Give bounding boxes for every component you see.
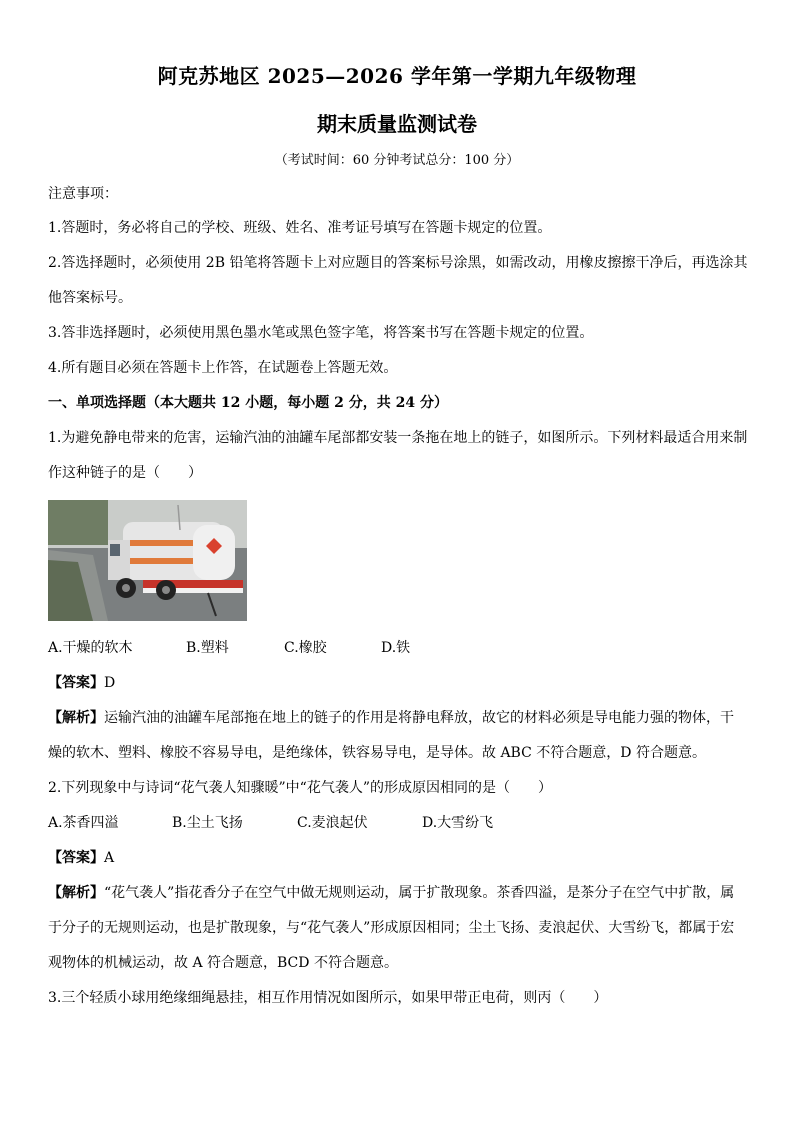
q1-option-d: D.铁 xyxy=(381,640,411,656)
note-item-2-line1: 2.答选择题时，必须使用 2B 铅笔将答题卡上对应题目的答案标号涂黑，如需改动，用橡皮擦擦干净后，再选涂其 xyxy=(48,255,748,271)
q1-stem-line1: 1.为避免静电带来的危害，运输汽油的油罐车尾部都安装一条拖在地上的链子，如图所示。下列材料最适合用来制 xyxy=(48,430,748,446)
q1-analysis-line1 xyxy=(48,708,748,728)
q1-analysis-label: 【解析】 xyxy=(48,710,104,726)
q2-analysis-label: 【解析】 xyxy=(48,885,104,901)
q2-stem: 2.下列现象中与诗词“花气袭人知骤暖”中“花气袭人”的形成原因相同的是（ ） xyxy=(48,780,552,796)
q2-answer-value: A xyxy=(104,850,115,866)
q1-option-a: A.干燥的软木 xyxy=(48,640,133,656)
q1-answer-label: 【答案】 xyxy=(48,675,104,691)
notes-heading: 注意事项： xyxy=(48,186,118,202)
exam-title-line1: 阿克苏地区 2025—2026 学年第一学期九年级物理 xyxy=(157,64,637,88)
q1-analysis-text-1: 运输汽油的油罐车尾部拖在地上的链子的作用是将静电释放，故它的材料必须是导电能力强的物体，干 xyxy=(104,710,734,726)
q2-analysis-text-1: “花气袭人”指花香分子在空气中做无规则运动，属于扩散现象。茶香四溢，是茶分子在空气中扩散，属 xyxy=(104,885,735,901)
q1-answer-value: D xyxy=(104,675,116,691)
q2-analysis-line2: 于分子的无规则运动，也是扩散现象，与“花气袭人”形成原因相同；尘土飞扬、麦浪起伏、大雪纷飞，都属于宏 xyxy=(48,920,735,936)
q2-option-d: D.大雪纷飞 xyxy=(422,815,494,831)
note-item-3: 3.答非选择题时，必须使用黑色墨水笔或黑色签字笔，将答案书写在答题卡规定的位置。 xyxy=(48,325,594,341)
q1-stem-line2: 作这种链子的是（ ） xyxy=(48,465,202,481)
tanker-truck-photo xyxy=(48,500,247,621)
q2-answer xyxy=(48,848,748,868)
note-item-1: 1.答题时，务必将自己的学校、班级、姓名、准考证号填写在答题卡规定的位置。 xyxy=(48,220,552,236)
exam-title-line2: 期末质量监测试卷 xyxy=(317,112,477,136)
q2-option-b: B.尘土飞扬 xyxy=(172,815,243,831)
q1-option-c: C.橡胶 xyxy=(284,640,327,656)
q2-answer-label: 【答案】 xyxy=(48,850,104,866)
q1-option-b: B.塑料 xyxy=(186,640,229,656)
q2-analysis-line3: 观物体的机械运动，故 A 符合题意，BCD 不符合题意。 xyxy=(48,955,398,971)
q3-stem: 3.三个轻质小球用绝缘细绳悬挂，相互作用情况如图所示，如果甲带正电荷，则丙（ ） xyxy=(48,990,608,1006)
note-item-4: 4.所有题目必须在答题卡上作答，在试题卷上答题无效。 xyxy=(48,360,398,376)
q1-answer xyxy=(48,673,748,693)
section-heading: 一、单项选择题（本大题共 12 小题，每小题 2 分，共 24 分） xyxy=(48,395,448,411)
q2-option-c: C.麦浪起伏 xyxy=(297,815,368,831)
exam-time-info: （考试时间：60 分钟考试总分：100 分） xyxy=(274,153,520,168)
q1-analysis-line2: 燥的软木、塑料、橡胶不容易导电，是绝缘体，铁容易导电，是导体。故 ABC 不符合题意，D 符合题意。 xyxy=(48,745,706,761)
note-item-2-line2: 他答案标号。 xyxy=(48,290,132,306)
q2-analysis-line1 xyxy=(48,883,748,903)
q2-option-a: A.茶香四溢 xyxy=(48,815,119,831)
